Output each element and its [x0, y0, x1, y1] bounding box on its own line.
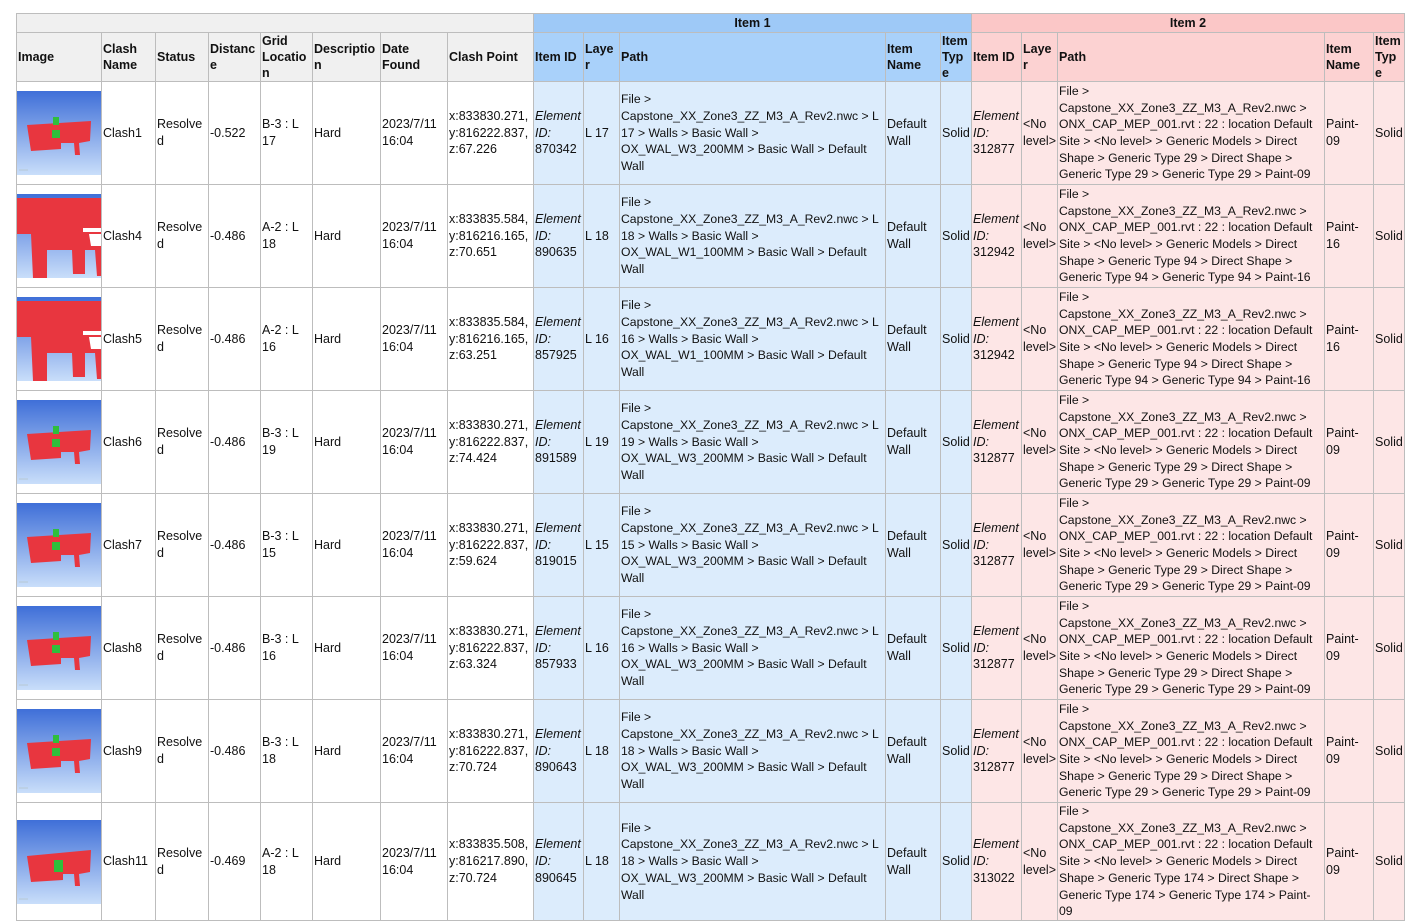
item2-layer: <No level> — [1022, 494, 1058, 597]
clash-name: Clash7 — [102, 494, 156, 597]
clash-thumbnail-image — [17, 820, 101, 904]
item2-id-value: 312877 — [973, 142, 1015, 157]
clash-thumbnail-image — [17, 91, 101, 175]
item2-path: File > Capstone_XX_Zone3_ZZ_M3_A_Rev2.nwc > ONX_CAP_MEP_001.rvt : 22 : location Default Site > <No level> > Generic Models > Direct Shape > Generic Type 174 > Direct Shape > Generic Type 174 > Generic Type 174 > Paint-09 — [1058, 803, 1325, 921]
header-grid-location: Grid Location — [261, 33, 313, 82]
grid-location: B-3 : L 17 — [261, 82, 313, 185]
clash-thumbnail — [17, 185, 102, 288]
clash-name: Clash6 — [102, 391, 156, 494]
item1-id — [534, 597, 584, 700]
distance: -0.469 — [209, 803, 261, 921]
element-id-label: Element ID: — [535, 726, 581, 758]
item2-name: Paint-09 — [1325, 391, 1374, 494]
header-group-blank — [17, 14, 534, 33]
item2-layer: <No level> — [1022, 700, 1058, 803]
item1-name: Default Wall — [886, 391, 941, 494]
item1-id — [534, 288, 584, 391]
element-id-label: Element ID: — [535, 108, 581, 140]
item1-layer: L 18 — [584, 700, 620, 803]
item1-type: Solid — [941, 597, 972, 700]
clash-point: x:833835.508, y:816217.890, z:70.724 — [448, 803, 534, 921]
item2-layer: <No level> — [1022, 288, 1058, 391]
status: Resolved — [156, 597, 209, 700]
header-item1-id: Item ID — [534, 33, 584, 82]
item2-type: Solid — [1374, 391, 1405, 494]
item2-id-value: 312942 — [973, 348, 1015, 363]
table-row — [17, 494, 1405, 597]
header-item1-path: Path — [620, 33, 886, 82]
table-row — [17, 391, 1405, 494]
grid-location: B-3 : L 15 — [261, 494, 313, 597]
clash-name: Clash4 — [102, 185, 156, 288]
clash-thumbnail — [17, 288, 102, 391]
description: Hard — [313, 803, 381, 921]
item1-type: Solid — [941, 391, 972, 494]
date-found: 2023/7/11 16:04 — [381, 391, 448, 494]
item2-id — [972, 700, 1022, 803]
grid-location: B-3 : L 18 — [261, 700, 313, 803]
clash-name: Clash11 — [102, 803, 156, 921]
description: Hard — [313, 288, 381, 391]
item1-type: Solid — [941, 288, 972, 391]
clash-thumbnail — [17, 803, 102, 921]
element-id-label: Element ID: — [973, 623, 1019, 655]
header-status: Status — [156, 33, 209, 82]
header-item1-name: Item Name — [886, 33, 941, 82]
item2-type: Solid — [1374, 700, 1405, 803]
distance: -0.486 — [209, 700, 261, 803]
header-item2-path: Path — [1058, 33, 1325, 82]
header-item1-layer: Layer — [584, 33, 620, 82]
status: Resolved — [156, 494, 209, 597]
date-found: 2023/7/11 16:04 — [381, 700, 448, 803]
element-id-label: Element ID: — [973, 108, 1019, 140]
item2-id-value: 313022 — [973, 870, 1015, 885]
distance: -0.486 — [209, 391, 261, 494]
item1-layer: L 19 — [584, 391, 620, 494]
clash-point: x:833835.584, y:816216.165, z:70.651 — [448, 185, 534, 288]
description: Hard — [313, 494, 381, 597]
element-id-label: Element ID: — [535, 417, 581, 449]
element-id-label: Element ID: — [973, 211, 1019, 243]
table-row — [17, 82, 1405, 185]
clash-thumbnail — [17, 391, 102, 494]
date-found: 2023/7/11 16:04 — [381, 185, 448, 288]
clash-thumbnail — [17, 494, 102, 597]
distance: -0.486 — [209, 288, 261, 391]
item1-path: File > Capstone_XX_Zone3_ZZ_M3_A_Rev2.nwc > L 17 > Walls > Basic Wall > OX_WAL_W3_200MM > Basic Wall > Default Wall — [620, 82, 886, 185]
element-id-label: Element ID: — [973, 520, 1019, 552]
description: Hard — [313, 597, 381, 700]
item2-id-value: 312877 — [973, 657, 1015, 672]
table-row — [17, 803, 1405, 921]
item2-name: Paint-09 — [1325, 494, 1374, 597]
table-row — [17, 185, 1405, 288]
item1-id-value: 857925 — [535, 348, 577, 363]
item1-name: Default Wall — [886, 597, 941, 700]
clash-point: x:833830.271, y:816222.837, z:70.724 — [448, 700, 534, 803]
clash-thumbnail-image — [17, 400, 101, 484]
item2-id — [972, 494, 1022, 597]
header-group-item2: Item 2 — [972, 14, 1405, 33]
item1-path: File > Capstone_XX_Zone3_ZZ_M3_A_Rev2.nwc > L 16 > Walls > Basic Wall > OX_WAL_W1_100MM > Basic Wall > Default Wall — [620, 288, 886, 391]
header-clash-point: Clash Point — [448, 33, 534, 82]
clash-point: x:833830.271, y:816222.837, z:67.226 — [448, 82, 534, 185]
clash-thumbnail — [17, 597, 102, 700]
item1-layer: L 17 — [584, 82, 620, 185]
status: Resolved — [156, 82, 209, 185]
description: Hard — [313, 185, 381, 288]
item2-type: Solid — [1374, 288, 1405, 391]
element-id-label: Element ID: — [535, 837, 581, 869]
clash-point: x:833835.584, y:816216.165, z:63.251 — [448, 288, 534, 391]
date-found: 2023/7/11 16:04 — [381, 494, 448, 597]
item1-name: Default Wall — [886, 185, 941, 288]
item2-id — [972, 82, 1022, 185]
item1-layer: L 18 — [584, 803, 620, 921]
description: Hard — [313, 391, 381, 494]
item1-id — [534, 803, 584, 921]
date-found: 2023/7/11 16:04 — [381, 597, 448, 700]
item2-layer: <No level> — [1022, 391, 1058, 494]
grid-location: A-2 : L 18 — [261, 185, 313, 288]
item2-name: Paint-09 — [1325, 82, 1374, 185]
item1-id-value: 890645 — [535, 870, 577, 885]
distance: -0.522 — [209, 82, 261, 185]
header-item2-type: Item Type — [1374, 33, 1405, 82]
item1-id — [534, 82, 584, 185]
item1-id — [534, 391, 584, 494]
clash-point: x:833830.271, y:816222.837, z:59.624 — [448, 494, 534, 597]
status: Resolved — [156, 700, 209, 803]
distance: -0.486 — [209, 185, 261, 288]
item2-type: Solid — [1374, 597, 1405, 700]
item2-id-value: 312942 — [973, 245, 1015, 260]
item2-id — [972, 803, 1022, 921]
table-row — [17, 597, 1405, 700]
item1-path: File > Capstone_XX_Zone3_ZZ_M3_A_Rev2.nwc > L 16 > Walls > Basic Wall > OX_WAL_W3_200MM > Basic Wall > Default Wall — [620, 597, 886, 700]
clash-thumbnail-image — [17, 503, 101, 587]
item2-id-value: 312877 — [973, 554, 1015, 569]
header-item2-id: Item ID — [972, 33, 1022, 82]
clash-point: x:833830.271, y:816222.837, z:63.324 — [448, 597, 534, 700]
clash-thumbnail-image — [17, 606, 101, 690]
item1-path: File > Capstone_XX_Zone3_ZZ_M3_A_Rev2.nwc > L 18 > Walls > Basic Wall > OX_WAL_W3_200MM > Basic Wall > Default Wall — [620, 700, 886, 803]
item1-layer: L 15 — [584, 494, 620, 597]
clash-report-table — [16, 13, 1405, 921]
item2-type: Solid — [1374, 494, 1405, 597]
item1-type: Solid — [941, 494, 972, 597]
item1-name: Default Wall — [886, 494, 941, 597]
table-row — [17, 700, 1405, 803]
element-id-label: Element ID: — [973, 837, 1019, 869]
item2-name: Paint-16 — [1325, 185, 1374, 288]
status: Resolved — [156, 803, 209, 921]
item2-path: File > Capstone_XX_Zone3_ZZ_M3_A_Rev2.nwc > ONX_CAP_MEP_001.rvt : 22 : location Default Site > <No level> > Generic Models > Direct Shape > Generic Type 94 > Direct Shape > Generic Type 94 > Generic Type 94 > Paint-16 — [1058, 185, 1325, 288]
grid-location: A-2 : L 18 — [261, 803, 313, 921]
table-row — [17, 288, 1405, 391]
element-id-label: Element ID: — [973, 726, 1019, 758]
header-image: Image — [17, 33, 102, 82]
item1-id-value: 870342 — [535, 142, 577, 157]
distance: -0.486 — [209, 597, 261, 700]
item2-path: File > Capstone_XX_Zone3_ZZ_M3_A_Rev2.nwc > ONX_CAP_MEP_001.rvt : 22 : location Default Site > <No level> > Generic Models > Direct Shape > Generic Type 29 > Direct Shape > Generic Type 29 > Generic Type 29 > Paint-09 — [1058, 597, 1325, 700]
item2-layer: <No level> — [1022, 597, 1058, 700]
item2-path: File > Capstone_XX_Zone3_ZZ_M3_A_Rev2.nwc > ONX_CAP_MEP_001.rvt : 22 : location Default Site > <No level> > Generic Models > Direct Shape > Generic Type 94 > Direct Shape > Generic Type 94 > Generic Type 94 > Paint-16 — [1058, 288, 1325, 391]
clash-thumbnail-image — [17, 709, 101, 793]
clash-thumbnail-image — [17, 297, 101, 381]
date-found: 2023/7/11 16:04 — [381, 803, 448, 921]
item2-path: File > Capstone_XX_Zone3_ZZ_M3_A_Rev2.nwc > ONX_CAP_MEP_001.rvt : 22 : location Default Site > <No level> > Generic Models > Direct Shape > Generic Type 29 > Direct Shape > Generic Type 29 > Generic Type 29 > Paint-09 — [1058, 82, 1325, 185]
item2-layer: <No level> — [1022, 803, 1058, 921]
item2-id — [972, 185, 1022, 288]
item1-path: File > Capstone_XX_Zone3_ZZ_M3_A_Rev2.nwc > L 19 > Walls > Basic Wall > OX_WAL_W3_200MM > Basic Wall > Default Wall — [620, 391, 886, 494]
description: Hard — [313, 82, 381, 185]
date-found: 2023/7/11 16:04 — [381, 82, 448, 185]
item1-name: Default Wall — [886, 700, 941, 803]
clash-name: Clash5 — [102, 288, 156, 391]
item1-path: File > Capstone_XX_Zone3_ZZ_M3_A_Rev2.nwc > L 15 > Walls > Basic Wall > OX_WAL_W3_200MM > Basic Wall > Default Wall — [620, 494, 886, 597]
item1-id-value: 890643 — [535, 760, 577, 775]
item1-name: Default Wall — [886, 288, 941, 391]
item2-id-value: 312877 — [973, 451, 1015, 466]
header-item2-layer: Layer — [1022, 33, 1058, 82]
item2-id-value: 312877 — [973, 760, 1015, 775]
element-id-label: Element ID: — [535, 314, 581, 346]
item2-name: Paint-09 — [1325, 803, 1374, 921]
item1-name: Default Wall — [886, 803, 941, 921]
header-date-found: Date Found — [381, 33, 448, 82]
clash-thumbnail-image — [17, 194, 101, 278]
item1-name: Default Wall — [886, 82, 941, 185]
item1-layer: L 16 — [584, 597, 620, 700]
item2-type: Solid — [1374, 803, 1405, 921]
item1-id — [534, 185, 584, 288]
clash-name: Clash8 — [102, 597, 156, 700]
element-id-label: Element ID: — [535, 211, 581, 243]
item1-id-value: 819015 — [535, 554, 577, 569]
item2-name: Paint-09 — [1325, 597, 1374, 700]
item2-path: File > Capstone_XX_Zone3_ZZ_M3_A_Rev2.nwc > ONX_CAP_MEP_001.rvt : 22 : location Default Site > <No level> > Generic Models > Direct Shape > Generic Type 29 > Direct Shape > Generic Type 29 > Generic Type 29 > Paint-09 — [1058, 700, 1325, 803]
clash-point: x:833830.271, y:816222.837, z:74.424 — [448, 391, 534, 494]
item1-layer: L 18 — [584, 185, 620, 288]
status: Resolved — [156, 391, 209, 494]
element-id-label: Element ID: — [973, 314, 1019, 346]
header-description: Description — [313, 33, 381, 82]
grid-location: B-3 : L 19 — [261, 391, 313, 494]
element-id-label: Element ID: — [535, 520, 581, 552]
clash-name: Clash1 — [102, 82, 156, 185]
item1-type: Solid — [941, 82, 972, 185]
header-group-item1: Item 1 — [534, 14, 972, 33]
item1-id — [534, 494, 584, 597]
status: Resolved — [156, 288, 209, 391]
item2-path: File > Capstone_XX_Zone3_ZZ_M3_A_Rev2.nwc > ONX_CAP_MEP_001.rvt : 22 : location Default Site > <No level> > Generic Models > Direct Shape > Generic Type 29 > Direct Shape > Generic Type 29 > Generic Type 29 > Paint-09 — [1058, 391, 1325, 494]
item2-id — [972, 288, 1022, 391]
item1-id-value: 857933 — [535, 657, 577, 672]
item2-layer: <No level> — [1022, 185, 1058, 288]
item2-path: File > Capstone_XX_Zone3_ZZ_M3_A_Rev2.nwc > ONX_CAP_MEP_001.rvt : 22 : location Default Site > <No level> > Generic Models > Direct Shape > Generic Type 29 > Direct Shape > Generic Type 29 > Generic Type 29 > Paint-09 — [1058, 494, 1325, 597]
item2-name: Paint-09 — [1325, 700, 1374, 803]
description: Hard — [313, 700, 381, 803]
item1-path: File > Capstone_XX_Zone3_ZZ_M3_A_Rev2.nwc > L 18 > Walls > Basic Wall > OX_WAL_W3_200MM > Basic Wall > Default Wall — [620, 803, 886, 921]
item1-id-value: 890635 — [535, 245, 577, 260]
clash-name: Clash9 — [102, 700, 156, 803]
item1-path: File > Capstone_XX_Zone3_ZZ_M3_A_Rev2.nwc > L 18 > Walls > Basic Wall > OX_WAL_W1_100MM > Basic Wall > Default Wall — [620, 185, 886, 288]
grid-location: A-2 : L 16 — [261, 288, 313, 391]
distance: -0.486 — [209, 494, 261, 597]
item1-type: Solid — [941, 185, 972, 288]
item1-layer: L 16 — [584, 288, 620, 391]
element-id-label: Element ID: — [973, 417, 1019, 449]
status: Resolved — [156, 185, 209, 288]
item2-type: Solid — [1374, 185, 1405, 288]
item1-type: Solid — [941, 700, 972, 803]
item2-layer: <No level> — [1022, 82, 1058, 185]
header-item1-type: Item Type — [941, 33, 972, 82]
item1-id-value: 891589 — [535, 451, 577, 466]
grid-location: B-3 : L 16 — [261, 597, 313, 700]
element-id-label: Element ID: — [535, 623, 581, 655]
header-item2-name: Item Name — [1325, 33, 1374, 82]
item2-id — [972, 597, 1022, 700]
item1-type: Solid — [941, 803, 972, 921]
item2-type: Solid — [1374, 82, 1405, 185]
header-distance: Distance — [209, 33, 261, 82]
date-found: 2023/7/11 16:04 — [381, 288, 448, 391]
item2-name: Paint-16 — [1325, 288, 1374, 391]
header-clash-name: Clash Name — [102, 33, 156, 82]
item1-id — [534, 700, 584, 803]
clash-thumbnail — [17, 82, 102, 185]
item2-id — [972, 391, 1022, 494]
clash-thumbnail — [17, 700, 102, 803]
